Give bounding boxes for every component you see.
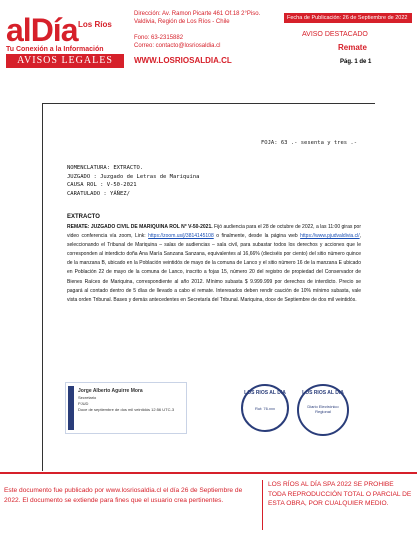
section-title: AVISOS LEGALES xyxy=(6,54,124,68)
nomenclatura: NOMENCLATURA: EXTRACTO. xyxy=(67,165,144,171)
case-header xyxy=(67,164,199,198)
signer-name: Jorge Alberto Aguirre Mora xyxy=(78,388,143,394)
causa: CAUSA ROL : V-50-2021 xyxy=(67,182,137,188)
juzgado: JUZGADO : Juzgado de Letras de Mariquina xyxy=(67,173,200,180)
body-part-3: , seleccionando el Tribunal de Mariquina – salas de audiencias – sala civil, para subastar todos los derechos y acciones que le corresponden al interdicto doña Ana María Sanzana Sanzana, equivalentes al 16,66% (dieciséis por ciento) del sitio número quince de la manzana B, ubicado en la Población veintidós de mayo de la comuna de Lanco y el sitio número 16 de la manzana E ubicado en Población 22 de mayo de la comuna de Lanco, inscrito a fojas 15, número 20 del registro de propiedad del Conservador de Bienes Raíces de Mariquina, correspondiente al año 2012. Mínimo subasta $ 9.999.999 por derechos de interdicto. Precio se pagará al contado dentro de 5 días de llevado a cabo el remate. Interesados deben rendir caución de 10% mínimo subasta, vale vista orden Tribunal. Bases y demás antecedentes en Secretaría del Tribunal. Mariquina, doce de Septiembre de dos mil veintidós. xyxy=(67,233,361,303)
pjud-link[interactable]: https://www.pjudvaldivia.cl/ xyxy=(300,233,360,240)
website-link[interactable]: WWW.LOSRIOSALDIA.CL xyxy=(134,56,232,65)
notice-type: AVISO DESTACADO xyxy=(302,31,368,38)
body-part-2: o finalmente, desde la página web xyxy=(213,233,301,240)
footer-disclaimer: Este documento fue publicado por www.losriosaldia.cl el día 26 de Septiembre de 2022. El documento se extiende para fines que el usuario crea pertinentes. xyxy=(4,487,243,504)
body-part-1: Fijó audiencia para el 28 de octubre de 2022, a las 11:00 giras por video conferencia vía zoom, Link: xyxy=(67,224,361,240)
footer-divider xyxy=(262,480,263,530)
logo-wordmark: alDía xyxy=(6,12,78,48)
scanned-document xyxy=(42,103,375,471)
logo-tagline: Tu Conexión a la Información xyxy=(6,46,104,53)
signer-note: Doce de septiembre de dos mil veintidós 12:56 UTC-3 xyxy=(78,407,175,412)
stamp-seal xyxy=(241,384,289,432)
digital-signature-box xyxy=(65,382,187,434)
footer-copyright: LOS RÍOS AL DÍA SPA 2022 SE PROHIBE TODA REPRODUCCIÓN TOTAL O PARCIAL DE ESTA OBRA, POR CUALQUIER MEDIO. xyxy=(268,481,412,507)
phone: Fono: 63-2315882 xyxy=(134,35,184,41)
signature-qr-icon xyxy=(68,386,74,430)
stamp-2-title: LOS RIOS AL DIA xyxy=(302,390,344,396)
signer-court: PJUD xyxy=(78,401,89,406)
remate-heading: REMATE: JUZGADO CIVIL DE MARIQUINA ROL N° V-50-2021. xyxy=(67,224,213,230)
contact-info xyxy=(134,34,220,50)
stamp-seal-2 xyxy=(297,384,349,436)
notice-body xyxy=(67,223,361,305)
address: Dirección: Av. Ramon Picarte 461 Of.18 2°Piso. Valdivia, Región de Los Ríos - Chile xyxy=(134,11,261,25)
foja-line: FOJA: 63 .- sesenta y tres .- xyxy=(261,140,358,146)
extracto-title: EXTRACTO xyxy=(67,214,100,220)
stamp-2-text: Diario Electrónico Regional xyxy=(307,404,339,414)
caratulado: CARATULADO : YÁÑEZ/ xyxy=(67,190,130,197)
page-indicator: Pág. 1 de 1 xyxy=(340,59,372,65)
stamp-1-text: Rut: 76.xxx xyxy=(254,406,275,411)
logo-subbrand: Los Ríos xyxy=(78,20,112,29)
stamp-1-title: LOS RIOS AL DIA xyxy=(244,390,286,396)
brand-logo xyxy=(6,8,124,56)
zoom-link[interactable]: https://zoom.us/j/3814145108 xyxy=(148,233,214,240)
email: Correo: contacto@losriosaldia.cl xyxy=(134,43,221,49)
category: Remate xyxy=(338,43,367,52)
publication-date: Fecha de Publicación: 26 de Septiembre de 2022 xyxy=(284,13,412,23)
signer-role: Secretario xyxy=(78,395,97,400)
footer xyxy=(0,472,417,540)
